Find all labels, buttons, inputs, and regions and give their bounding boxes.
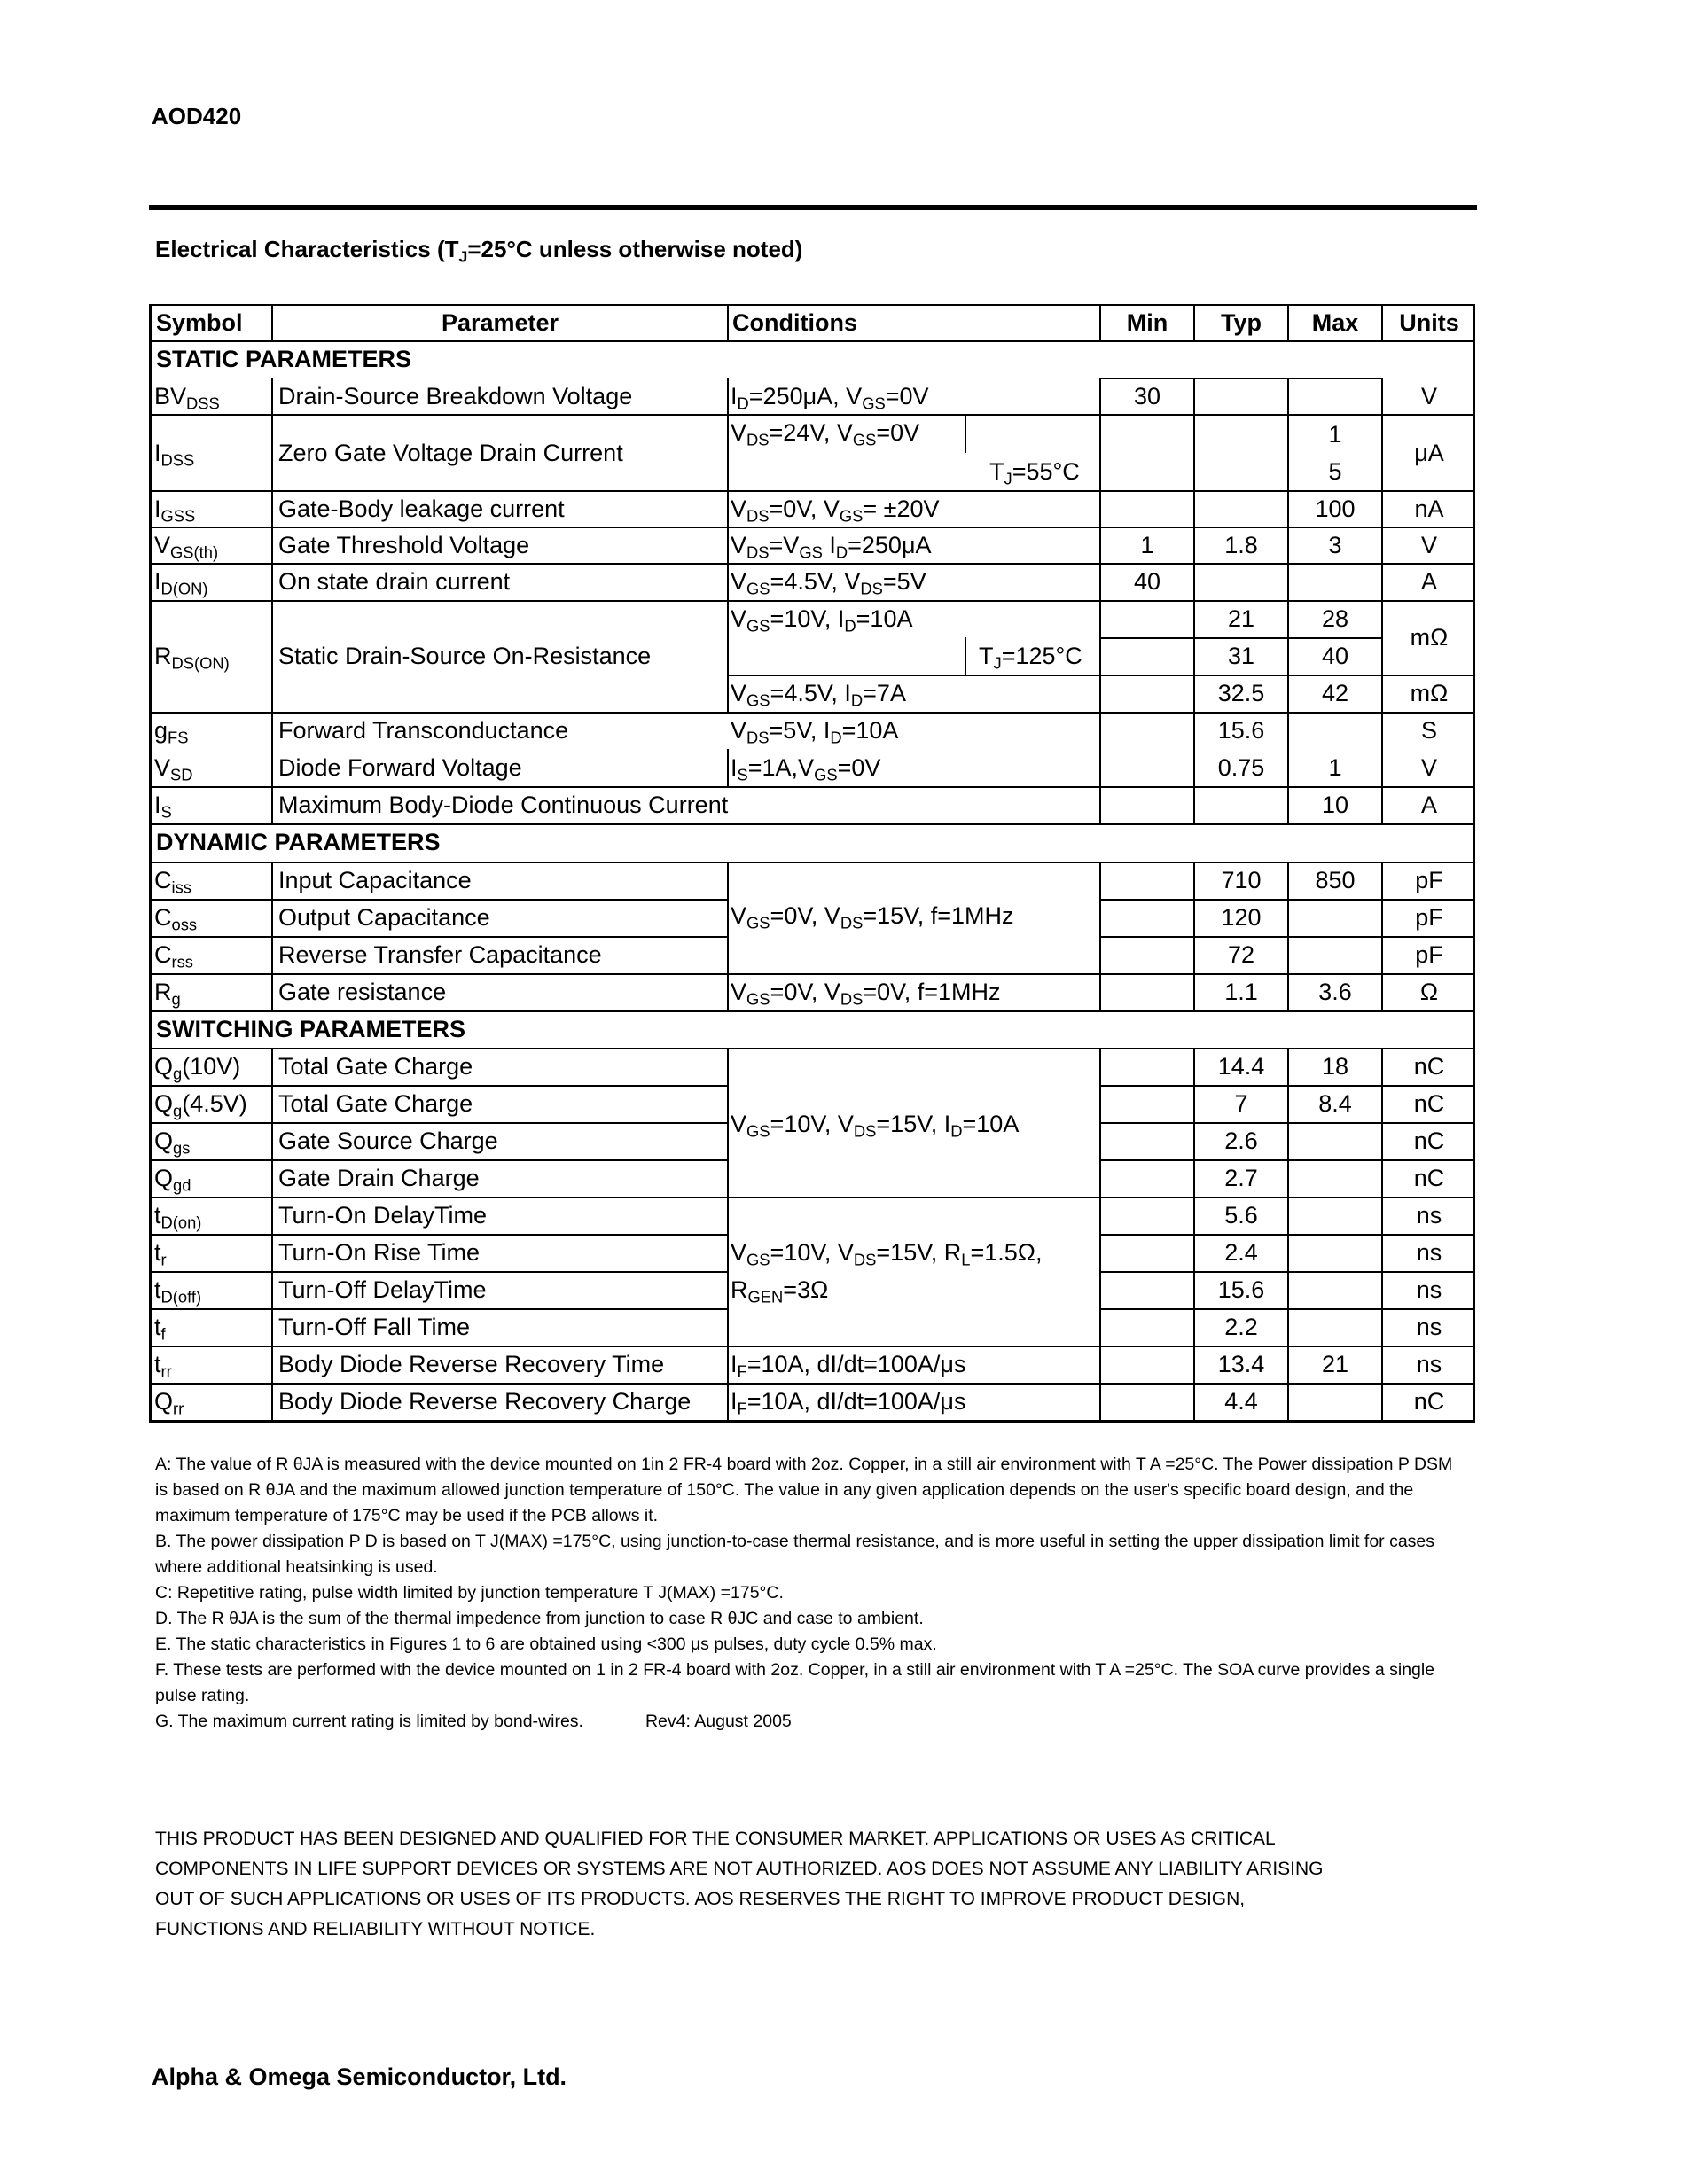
typ-vsd: 0.75 — [1217, 754, 1265, 781]
units-tdon: ns — [1416, 1202, 1442, 1228]
symbol-rg: $R_g$ — [154, 979, 181, 1009]
units-vgsth: V — [1420, 532, 1437, 558]
param-qg45: Total Gate Charge — [278, 1090, 473, 1117]
param-coss: Output Capacitance — [278, 904, 490, 931]
symbol-coss: $C_{oss}$ — [154, 904, 198, 934]
typ-tr: 2.4 — [1224, 1239, 1258, 1266]
max-vsd: 1 — [1328, 754, 1342, 781]
symbol-idss: $I_{DSS}$ — [154, 440, 195, 470]
symbol-tdon: $t_{D(on)}$ — [154, 1202, 202, 1232]
param-qgs: Gate Source Charge — [278, 1127, 498, 1154]
header-symbol: Symbol — [156, 309, 243, 336]
typ-coss: 120 — [1221, 904, 1262, 931]
header-units: Units — [1399, 309, 1459, 336]
param-rdson: Static Drain-Source On-Resistance — [278, 643, 652, 669]
max-rg: 3.6 — [1318, 979, 1352, 1005]
units-rdson-1: mΩ — [1410, 624, 1449, 651]
symbol-vgsth: $V_{GS(th)}$ — [154, 532, 219, 562]
typ-crss: 72 — [1227, 941, 1255, 968]
param-gfs: Forward Transconductance — [278, 717, 569, 744]
max-igss: 100 — [1315, 495, 1356, 522]
units-tdoff: ns — [1416, 1276, 1442, 1303]
typ-rdson-1: 21 — [1227, 605, 1255, 632]
param-igss: Gate-Body leakage current — [278, 495, 565, 522]
units-idon: A — [1420, 568, 1437, 595]
note-e: E. The static characteristics in Figures 1 to 6 are obtained using <300 μs pulses, duty cycle 0.5% max. — [155, 1634, 937, 1654]
note-a: A: The value of R θJA is measured with the device mounted on 1in 2 FR-4 board with 2oz. Copper, in a still air environment with T A =25°C. The Power dissipation P DSM is based on R θJA and the maximum allowed junction temperature of 150°C. The value in any given application depends on the user's specific board design, and the maximum temperature of 175°C may be used if the PCB allows it. — [155, 1455, 1453, 1525]
symbol-tf: $t_f$ — [154, 1314, 166, 1344]
section-dynamic: DYNAMIC PARAMETERS — [156, 829, 441, 855]
max-ciss: 850 — [1315, 867, 1356, 893]
cond-idss-tj: $T_J=55^\circ C$ — [989, 458, 1080, 488]
units-qg10: nC — [1413, 1053, 1445, 1080]
cond-vgsth: $V_{DS}=V_{GS}$ $I_D=250\mu A$ — [731, 532, 932, 562]
units-tf: ns — [1416, 1314, 1442, 1340]
param-tdoff: Turn-Off DelayTime — [278, 1276, 487, 1303]
symbol-igss: $I_{GSS}$ — [154, 495, 196, 526]
symbol-rdson: $R_{DS(ON)}$ — [154, 643, 230, 673]
symbol-trr: $t_{rr}$ — [154, 1351, 172, 1381]
max-is: 10 — [1321, 792, 1349, 818]
section-switching: SWITCHING PARAMETERS — [156, 1016, 465, 1042]
units-rdson-3: mΩ — [1410, 680, 1449, 706]
note-g: G. The maximum current rating is limited by bond-wires. Rev4: August 2005 — [155, 1712, 792, 1731]
typ-rg: 1.1 — [1224, 979, 1258, 1005]
param-vgsth: Gate Threshold Voltage — [278, 532, 530, 558]
cond-capacitance: $V_{GS}=0V$, $V_{DS}=15V$, f=1MHz — [731, 902, 1014, 932]
symbol-qrr: $Q_{rr}$ — [154, 1388, 184, 1418]
footnotes — [155, 1452, 1458, 1735]
param-qg10: Total Gate Charge — [278, 1053, 473, 1080]
company-footer: Alpha & Omega Semiconductor, Ltd. — [152, 2063, 567, 2090]
cond-gfs: $V_{DS}=5V$, $I_D=10A$ — [731, 717, 899, 747]
typ-vgsth: 1.8 — [1224, 532, 1258, 558]
header-typ: Typ — [1221, 309, 1262, 336]
symbol-gfs: $g_{FS}$ — [154, 717, 189, 747]
symbol-qgs: $Q_{gs}$ — [154, 1127, 191, 1158]
typ-tf: 2.2 — [1224, 1314, 1258, 1340]
cond-igss: $V_{DS}=0V$, $V_{GS}= \pm 20V$ — [731, 495, 940, 526]
cond-rdson-tj: $T_J=125^\circ C$ — [979, 643, 1082, 673]
cond-vsd: $I_S=1A,V_{GS}=0V$ — [731, 754, 881, 784]
max-rdson-3: 42 — [1321, 680, 1349, 706]
symbol-qg45: $Q_g(4.5V)$ — [154, 1090, 247, 1120]
typ-qgs: 2.6 — [1224, 1127, 1258, 1154]
param-trr: Body Diode Reverse Recovery Time — [278, 1351, 665, 1377]
typ-tdon: 5.6 — [1224, 1202, 1258, 1228]
disclaimer-line: COMPONENTS IN LIFE SUPPORT DEVICES OR SYSTEMS ARE NOT AUTHORIZED. AOS DOES NOT ASSUME ANY LIABILITY ARISING — [155, 1859, 1324, 1879]
min-vgsth: 1 — [1140, 532, 1154, 558]
note-f: F. These tests are performed with the device mounted on 1 in 2 FR-4 board with 2oz. Copper, in a still air environment with T A =25°C. The SOA curve provides a single pulse rating. — [155, 1660, 1435, 1705]
typ-qg10: 14.4 — [1217, 1053, 1265, 1080]
typ-qrr: 4.4 — [1224, 1388, 1258, 1415]
table-title: Electrical Characteristics ($T_J=25^\circ C$ unless otherwise noted) — [155, 236, 803, 266]
header-min: Min — [1126, 309, 1168, 336]
disclaimer-line: FUNCTIONS AND RELIABILITY WITHOUT NOTICE. — [155, 1919, 596, 1939]
typ-rdson-2: 31 — [1227, 643, 1255, 669]
symbol-bvdss: $BV_{DSS}$ — [154, 383, 220, 413]
max-qg45: 8.4 — [1318, 1090, 1352, 1117]
units-tr: ns — [1416, 1239, 1442, 1266]
typ-qgd: 2.7 — [1224, 1165, 1258, 1191]
max-rdson-1: 28 — [1321, 605, 1349, 632]
units-qrr: nC — [1413, 1388, 1445, 1415]
param-idss: Zero Gate Voltage Drain Current — [278, 440, 623, 466]
cond-idss: $V_{DS}=24V$, $V_{GS}=0V$ — [731, 419, 920, 449]
param-tr: Turn-On Rise Time — [278, 1239, 481, 1266]
units-idss: μA — [1414, 440, 1444, 466]
units-coss: pF — [1415, 904, 1443, 931]
disclaimer — [155, 1824, 1485, 1945]
header-divider — [149, 205, 1477, 210]
max-vgsth: 3 — [1328, 532, 1342, 558]
cond-switching-2: $R_{GEN}=3\Omega$ — [731, 1276, 829, 1306]
disclaimer-line: OUT OF SUCH APPLICATIONS OR USES OF ITS PRODUCTS. AOS RESERVES THE RIGHT TO IMPROVE PRODUCT DESIGN, — [155, 1889, 1246, 1909]
cond-bvdss: $I_D=250\mu A$, $V_{GS}=0V$ — [731, 383, 929, 413]
min-bvdss: 30 — [1133, 383, 1161, 410]
param-ciss: Input Capacitance — [278, 867, 472, 893]
disclaimer-line: THIS PRODUCT HAS BEEN DESIGNED AND QUALIFIED FOR THE CONSUMER MARKET. APPLICATIONS OR USES AS CRITICAL — [155, 1829, 1276, 1849]
cond-idon: $V_{GS}=4.5V$, $V_{DS}=5V$ — [731, 568, 926, 598]
header-max: Max — [1311, 309, 1359, 336]
note-b: B. The power dissipation P D is based on T J(MAX) =175°C, using junction-to-case thermal resistance, and is more useful in setting the upper dissipation limit for cases where additional heatsinking is used. — [155, 1532, 1435, 1577]
typ-ciss: 710 — [1221, 867, 1262, 893]
units-bvdss: V — [1420, 383, 1437, 410]
param-qrr: Body Diode Reverse Recovery Charge — [278, 1388, 692, 1415]
param-bvdss: Drain-Source Breakdown Voltage — [278, 383, 633, 410]
part-number: AOD420 — [152, 103, 242, 129]
typ-qg45: 7 — [1234, 1090, 1248, 1117]
typ-gfs: 15.6 — [1217, 717, 1265, 744]
param-qgd: Gate Drain Charge — [278, 1165, 480, 1191]
cond-qrr: $I_F=10A$, dI/dt=100A/μs — [731, 1388, 966, 1418]
typ-trr: 13.4 — [1217, 1351, 1265, 1377]
param-is: Maximum Body-Diode Continuous Current — [278, 792, 729, 818]
param-idon: On state drain current — [278, 568, 511, 595]
param-rg: Gate resistance — [278, 979, 447, 1005]
typ-tdoff: 15.6 — [1217, 1276, 1265, 1303]
electrical-characteristics-table — [149, 304, 1475, 1423]
revision: Rev4: August 2005 — [645, 1712, 792, 1731]
symbol-qgd: $Q_{gd}$ — [154, 1165, 191, 1195]
symbol-crss: $C_{rss}$ — [154, 941, 193, 971]
cond-trr: $I_F=10A$, dI/dt=100A/μs — [731, 1351, 966, 1381]
units-trr: ns — [1416, 1351, 1442, 1377]
section-static: STATIC PARAMETERS — [156, 346, 411, 372]
symbol-vsd: $V_{SD}$ — [154, 754, 193, 784]
symbol-idon: $I_{D(ON)}$ — [154, 568, 208, 598]
header-conditions: Conditions — [732, 309, 857, 336]
units-gfs: S — [1420, 717, 1437, 744]
symbol-ciss: $C_{iss}$ — [154, 867, 191, 897]
note-d: D. The R θJA is the sum of the thermal impedence from junction to case R θJC and case to ambient. — [155, 1609, 924, 1628]
cond-switching-1: $V_{GS}=10V$, $V_{DS}=15V$, $R_L=1.5\Omega$, — [731, 1239, 1043, 1269]
max-idss-2: 5 — [1328, 458, 1342, 485]
units-is: A — [1420, 792, 1437, 818]
max-idss-1: 1 — [1328, 421, 1342, 448]
cond-gate-charge: $V_{GS}=10V$, $V_{DS}=15V$, $I_D=10A$ — [731, 1111, 1020, 1141]
units-rg: Ω — [1419, 979, 1439, 1005]
typ-rdson-3: 32.5 — [1217, 680, 1265, 706]
symbol-tdoff: $t_{D(off)}$ — [154, 1276, 202, 1306]
max-qg10: 18 — [1321, 1053, 1349, 1080]
max-rdson-2: 40 — [1321, 643, 1349, 669]
param-vsd: Diode Forward Voltage — [278, 754, 522, 781]
units-qgs: nC — [1413, 1127, 1445, 1154]
units-qgd: nC — [1413, 1165, 1445, 1191]
units-qg45: nC — [1413, 1090, 1445, 1117]
units-vsd: V — [1420, 754, 1437, 781]
symbol-is: $I_S$ — [154, 792, 172, 822]
min-idon: 40 — [1133, 568, 1161, 595]
symbol-qg10: $Q_g(10V)$ — [154, 1053, 241, 1083]
units-crss: pF — [1415, 941, 1443, 968]
cond-rdson-3: $V_{GS}=4.5V$, $I_D=7A$ — [731, 680, 906, 710]
param-tdon: Turn-On DelayTime — [278, 1202, 488, 1228]
cond-rg: $V_{GS}=0V$, $V_{DS}=0V$, f=1MHz — [731, 979, 1001, 1009]
max-trr: 21 — [1321, 1351, 1349, 1377]
units-ciss: pF — [1415, 867, 1443, 893]
param-crss: Reverse Transfer Capacitance — [278, 941, 602, 968]
param-tf: Turn-Off Fall Time — [278, 1314, 471, 1340]
note-c: C: Repetitive rating, pulse width limited by junction temperature T J(MAX) =175°C. — [155, 1583, 784, 1603]
cond-rdson-1: $V_{GS}=10V$, $I_D=10A$ — [731, 605, 913, 636]
symbol-tr: $t_r$ — [154, 1239, 167, 1269]
units-igss: nA — [1414, 495, 1444, 522]
header-parameter: Parameter — [441, 309, 559, 336]
